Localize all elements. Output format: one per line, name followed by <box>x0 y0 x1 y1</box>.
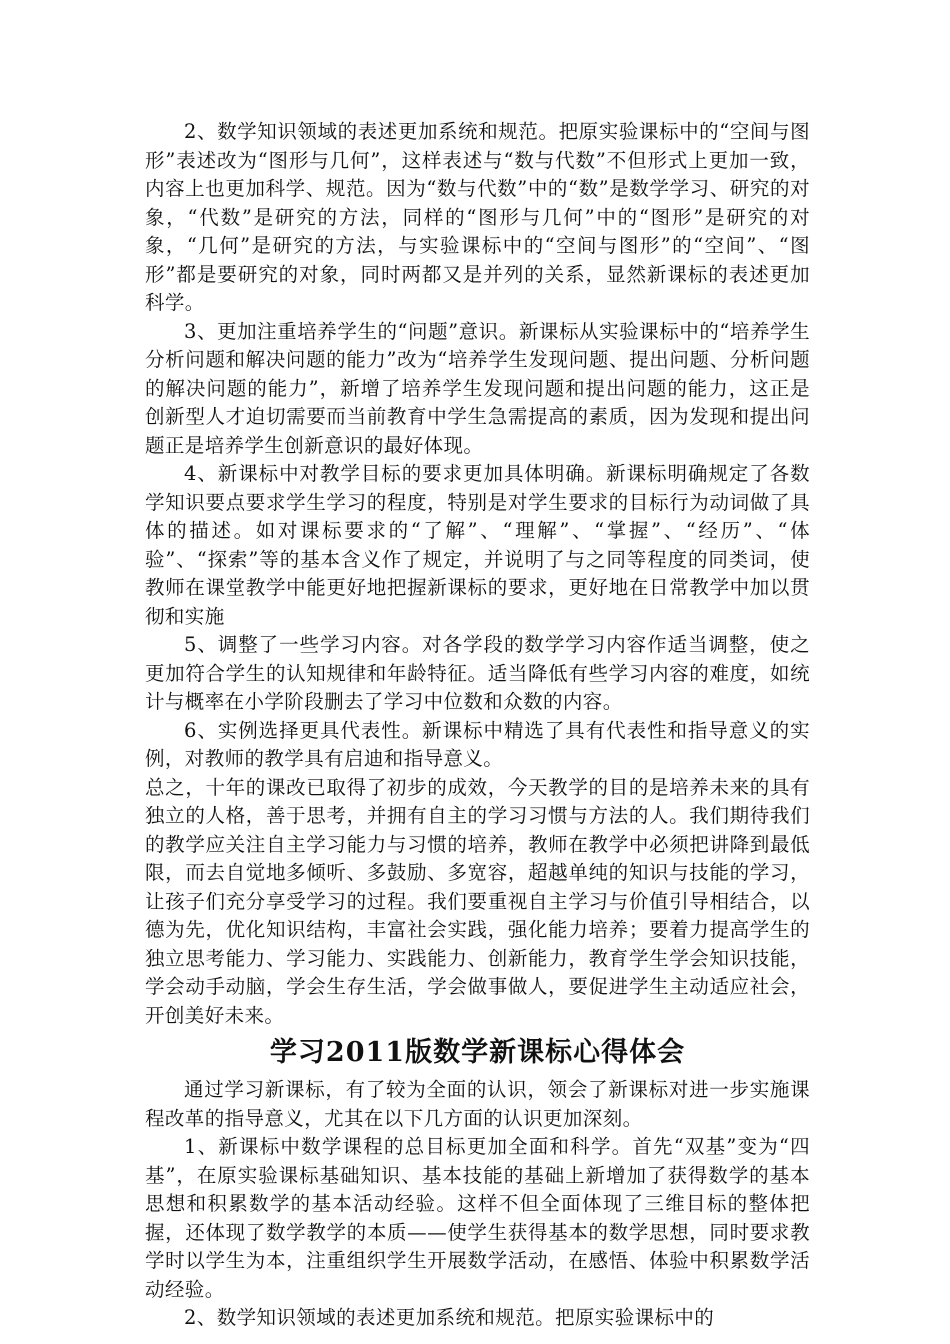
intro-paragraph: 通过学习新课标，有了较为全面的认识，领会了新课标对进一步实施课程改革的指导意义，尤其在以下几方面的认识更加深刻。 <box>145 1078 810 1130</box>
document-page <box>145 118 810 1333</box>
summary-paragraph: 总之，十年的课改已取得了初步的成效，今天教学的目的是培养未来的具有独立的人格，善于思考，并拥有自主的学习习惯与方法的人。我们期待我们的教学应关注自主学习能力与习惯的培养，教师在教学中必须把讲降到最低限，而去自觉地多倾听、多鼓励、多宽容，超越单纯的知识与技能的学习，让孩子们充分享受学习的过程。我们要重视自主学习与价值引导相结合，以德为先，优化知识结构，丰富社会实践，强化能力培养；要着力提高学生的独立思考能力、学习能力、实践能力、创新能力，教育学生学会知识技能，学会动手动脑，学会生存生活，学会做事做人，要促进学生主动适应社会，开创美好未来。 <box>145 775 810 1027</box>
paragraph-item-2-domain-description: 2、数学知识领域的表述更加系统和规范。把原实验课标中的“空间与图形”表述改为“图形与几何”，这样表述与“数与代数”不但形式上更加一致，内容上也更加科学、规范。因为“数与代数”中的“数”是数学学习、研究的对象，“代数”是研究的方法，同样的“图形与几何”中的“图形”是研究的对象，“几何”是研究的方法，与实验课标中的“空间与图形”的“空间”、“图形”都是要研究的对象，同时两都又是并列的关系，显然新课标的表述更加科学。 <box>145 120 810 314</box>
paragraph-item-6-examples: 6、实例选择更具代表性。新课标中精选了具有代表性和指导意义的实例，对教师的教学具有启迪和指导意义。 <box>145 718 810 770</box>
paragraph-item-5-content-adjustment: 5、调整了一些学习内容。对各学段的数学学习内容作适当调整，使之更加符合学生的认知规律和年龄特征。适当降低有些学习内容的难度，如统计与概率在小学阶段删去了学习中位数和众数的内容。 <box>145 633 810 713</box>
paragraph-item-3-problem-awareness: 3、更加注重培养学生的“问题”意识。新课标从实验课标中的“培养学生分析问题和解决问题的能力”改为“培养学生发现问题、提出问题、分析问题的解决问题的能力”，新增了培养学生发现问题和提出问题的能力，这正是创新型人才迫切需要而当前教育中学生急需提高的素质，因为发现和提出问题正是培养学生创新意识的最好体现。 <box>145 319 810 457</box>
paragraph-item-4-teaching-goals: 4、新课标中对教学目标的要求更加具体明确。新课标明确规定了各数学知识要点要求学生学习的程度，特别是对学生要求的目标行为动词做了具体的描述。如对课标要求的“了解”、“理解”、“掌握”、“经历”、“体验”、“探索”等的基本含义作了规定，并说明了与之同等程度的同类词，使教师在课堂教学中能更好地把握新课标的要求，更好地在日常教学中加以贯彻和实施 <box>145 462 810 628</box>
paragraph-item-2-domain-description-repeat: 2、数学知识领域的表述更加系统和规范。把原实验课标中的 <box>184 1306 715 1329</box>
paragraph-item-1-overall-goal: 1、新课标中数学课程的总目标更加全面和科学。首先“双基”变为“四基”，在原实验课标基础知识、基本技能的基础上新增加了获得数学的基本思想和积累数学的基本活动经验。这样不但全面体现了三维目标的整体把握，还体现了数学教学的本质——使学生获得基本的数学思想，同时要求教学时以学生为本，注重组织学生开展数学活动，在感悟、体验中积累数学活动经验。 <box>145 1135 810 1301</box>
section-title: 学习2011版数学新课标心得体会 <box>269 1037 686 1068</box>
